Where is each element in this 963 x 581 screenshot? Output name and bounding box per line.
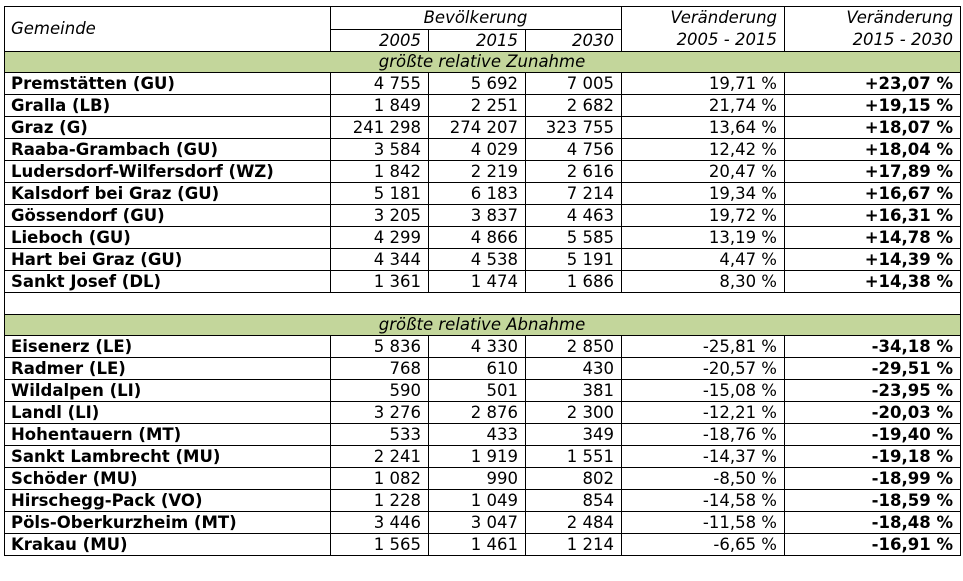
header-year-2005: 2005 — [331, 30, 429, 52]
header-veraenderung-2015-2030-top: Veränderung — [785, 7, 961, 30]
gemeinde-cell: Gralla (LB) — [5, 95, 331, 117]
change-2005-2015-cell: 20,47 % — [622, 161, 785, 183]
change-2015-2030-cell: -19,18 % — [785, 446, 961, 468]
table-row — [5, 402, 961, 424]
change-2015-2030-cell: +19,15 % — [785, 95, 961, 117]
change-2005-2015-cell: 12,42 % — [622, 139, 785, 161]
change-2005-2015-cell: 19,34 % — [622, 183, 785, 205]
population-2005-cell: 4 755 — [331, 73, 429, 95]
population-2030-cell: 7 005 — [526, 73, 622, 95]
change-2015-2030-cell: -18,48 % — [785, 512, 961, 534]
gemeinde-cell: Pöls-Oberkurzheim (MT) — [5, 512, 331, 534]
change-2015-2030-cell: -16,91 % — [785, 534, 961, 556]
change-2015-2030-cell: +16,31 % — [785, 205, 961, 227]
population-2030-cell: 2 484 — [526, 512, 622, 534]
population-2005-cell: 1 842 — [331, 161, 429, 183]
population-2030-cell: 4 756 — [526, 139, 622, 161]
population-2005-cell: 1 082 — [331, 468, 429, 490]
change-2015-2030-cell: -19,40 % — [785, 424, 961, 446]
population-2005-cell: 1 228 — [331, 490, 429, 512]
population-2015-cell: 4 330 — [429, 336, 526, 358]
change-2015-2030-cell: -29,51 % — [785, 358, 961, 380]
change-2005-2015-cell: -6,65 % — [622, 534, 785, 556]
change-2015-2030-cell: +14,39 % — [785, 249, 961, 271]
population-2030-cell: 2 850 — [526, 336, 622, 358]
population-2005-cell: 2 241 — [331, 446, 429, 468]
gemeinde-cell: Sankt Lambrecht (MU) — [5, 446, 331, 468]
gemeinde-cell: Graz (G) — [5, 117, 331, 139]
change-2005-2015-cell: 13,19 % — [622, 227, 785, 249]
change-2015-2030-cell: -18,59 % — [785, 490, 961, 512]
change-2005-2015-cell: -15,08 % — [622, 380, 785, 402]
section-title: größte relative Abnahme — [5, 315, 961, 336]
population-2005-cell: 1 361 — [331, 271, 429, 293]
population-2015-cell: 6 183 — [429, 183, 526, 205]
change-2005-2015-cell: -8,50 % — [622, 468, 785, 490]
population-2015-cell: 433 — [429, 424, 526, 446]
change-2015-2030-cell: -18,99 % — [785, 468, 961, 490]
header-veraenderung-2015-2030-bottom: 2015 - 2030 — [785, 30, 961, 52]
change-2005-2015-cell: 8,30 % — [622, 271, 785, 293]
population-2030-cell: 5 191 — [526, 249, 622, 271]
population-2030-cell: 430 — [526, 358, 622, 380]
population-2030-cell: 854 — [526, 490, 622, 512]
population-2015-cell: 4 029 — [429, 139, 526, 161]
population-2030-cell: 1 214 — [526, 534, 622, 556]
section-header-row — [5, 52, 961, 73]
population-2030-cell: 349 — [526, 424, 622, 446]
gemeinde-cell: Gössendorf (GU) — [5, 205, 331, 227]
population-2015-cell: 1 474 — [429, 271, 526, 293]
header-veraenderung-2005-2015-bottom: 2005 - 2015 — [622, 30, 785, 52]
table-row — [5, 380, 961, 402]
gemeinde-cell: Hart bei Graz (GU) — [5, 249, 331, 271]
change-2005-2015-cell: 21,74 % — [622, 95, 785, 117]
population-2030-cell: 7 214 — [526, 183, 622, 205]
table-row — [5, 336, 961, 358]
table-row — [5, 117, 961, 139]
population-2015-cell: 4 538 — [429, 249, 526, 271]
table-row — [5, 446, 961, 468]
table-row — [5, 227, 961, 249]
population-2005-cell: 4 344 — [331, 249, 429, 271]
header-veraenderung-2005-2015-top: Veränderung — [622, 7, 785, 30]
section-title: größte relative Zunahme — [5, 52, 961, 73]
change-2015-2030-cell: +16,67 % — [785, 183, 961, 205]
population-2015-cell: 4 866 — [429, 227, 526, 249]
population-2015-cell: 3 047 — [429, 512, 526, 534]
table-row — [5, 95, 961, 117]
table-row — [5, 73, 961, 95]
population-2015-cell: 3 837 — [429, 205, 526, 227]
population-2030-cell: 1 551 — [526, 446, 622, 468]
spacer-cell — [5, 293, 961, 315]
table-row — [5, 490, 961, 512]
population-2030-cell: 1 686 — [526, 271, 622, 293]
population-2005-cell: 3 584 — [331, 139, 429, 161]
change-2005-2015-cell: -11,58 % — [622, 512, 785, 534]
population-2005-cell: 533 — [331, 424, 429, 446]
population-2015-cell: 990 — [429, 468, 526, 490]
population-2030-cell: 5 585 — [526, 227, 622, 249]
change-2005-2015-cell: 13,64 % — [622, 117, 785, 139]
header-gemeinde: Gemeinde — [5, 7, 331, 52]
table-row — [5, 468, 961, 490]
table-row — [5, 424, 961, 446]
population-2030-cell: 381 — [526, 380, 622, 402]
population-2005-cell: 3 446 — [331, 512, 429, 534]
population-2015-cell: 2 251 — [429, 95, 526, 117]
gemeinde-cell: Radmer (LE) — [5, 358, 331, 380]
table-row — [5, 534, 961, 556]
change-2005-2015-cell: -25,81 % — [622, 336, 785, 358]
section-header-row — [5, 315, 961, 336]
population-2030-cell: 2 616 — [526, 161, 622, 183]
gemeinde-cell: Landl (LI) — [5, 402, 331, 424]
header-row-1 — [5, 7, 961, 30]
population-2005-cell: 590 — [331, 380, 429, 402]
table-row — [5, 161, 961, 183]
gemeinde-cell: Lieboch (GU) — [5, 227, 331, 249]
population-2005-cell: 1 565 — [331, 534, 429, 556]
gemeinde-cell: Ludersdorf-Wilfersdorf (WZ) — [5, 161, 331, 183]
change-2005-2015-cell: -20,57 % — [622, 358, 785, 380]
population-table — [4, 6, 961, 556]
population-2030-cell: 802 — [526, 468, 622, 490]
change-2015-2030-cell: -23,95 % — [785, 380, 961, 402]
table-row — [5, 139, 961, 161]
change-2005-2015-cell: -18,76 % — [622, 424, 785, 446]
change-2015-2030-cell: -34,18 % — [785, 336, 961, 358]
population-2005-cell: 4 299 — [331, 227, 429, 249]
change-2005-2015-cell: -14,37 % — [622, 446, 785, 468]
gemeinde-cell: Premstätten (GU) — [5, 73, 331, 95]
population-2005-cell: 3 276 — [331, 402, 429, 424]
change-2005-2015-cell: -12,21 % — [622, 402, 785, 424]
change-2015-2030-cell: +17,89 % — [785, 161, 961, 183]
population-2005-cell: 1 849 — [331, 95, 429, 117]
population-2015-cell: 501 — [429, 380, 526, 402]
header-year-2015: 2015 — [429, 30, 526, 52]
gemeinde-cell: Sankt Josef (DL) — [5, 271, 331, 293]
change-2015-2030-cell: +14,78 % — [785, 227, 961, 249]
population-2015-cell: 274 207 — [429, 117, 526, 139]
change-2015-2030-cell: +18,04 % — [785, 139, 961, 161]
change-2005-2015-cell: 19,72 % — [622, 205, 785, 227]
table-row — [5, 249, 961, 271]
population-2015-cell: 5 692 — [429, 73, 526, 95]
spacer-row — [5, 293, 961, 315]
header-bevoelkerung: Bevölkerung — [331, 7, 622, 30]
population-2015-cell: 2 876 — [429, 402, 526, 424]
change-2015-2030-cell: +14,38 % — [785, 271, 961, 293]
population-2005-cell: 5 836 — [331, 336, 429, 358]
gemeinde-cell: Hirschegg-Pack (VO) — [5, 490, 331, 512]
population-2005-cell: 768 — [331, 358, 429, 380]
population-2030-cell: 323 755 — [526, 117, 622, 139]
gemeinde-cell: Hohentauern (MT) — [5, 424, 331, 446]
change-2005-2015-cell: 4,47 % — [622, 249, 785, 271]
population-2015-cell: 610 — [429, 358, 526, 380]
change-2015-2030-cell: -20,03 % — [785, 402, 961, 424]
table-row — [5, 183, 961, 205]
population-2015-cell: 2 219 — [429, 161, 526, 183]
population-2005-cell: 241 298 — [331, 117, 429, 139]
table-row — [5, 205, 961, 227]
gemeinde-cell: Krakau (MU) — [5, 534, 331, 556]
change-2005-2015-cell: -14,58 % — [622, 490, 785, 512]
population-2015-cell: 1 461 — [429, 534, 526, 556]
population-2015-cell: 1 049 — [429, 490, 526, 512]
gemeinde-cell: Raaba-Grambach (GU) — [5, 139, 331, 161]
population-2030-cell: 2 682 — [526, 95, 622, 117]
population-2030-cell: 2 300 — [526, 402, 622, 424]
gemeinde-cell: Wildalpen (LI) — [5, 380, 331, 402]
population-2015-cell: 1 919 — [429, 446, 526, 468]
table-row — [5, 358, 961, 380]
gemeinde-cell: Kalsdorf bei Graz (GU) — [5, 183, 331, 205]
population-2030-cell: 4 463 — [526, 205, 622, 227]
gemeinde-cell: Eisenerz (LE) — [5, 336, 331, 358]
table-row — [5, 512, 961, 534]
gemeinde-cell: Schöder (MU) — [5, 468, 331, 490]
change-2015-2030-cell: +23,07 % — [785, 73, 961, 95]
change-2015-2030-cell: +18,07 % — [785, 117, 961, 139]
table-row — [5, 271, 961, 293]
header-year-2030: 2030 — [526, 30, 622, 52]
population-2005-cell: 3 205 — [331, 205, 429, 227]
population-2005-cell: 5 181 — [331, 183, 429, 205]
change-2005-2015-cell: 19,71 % — [622, 73, 785, 95]
